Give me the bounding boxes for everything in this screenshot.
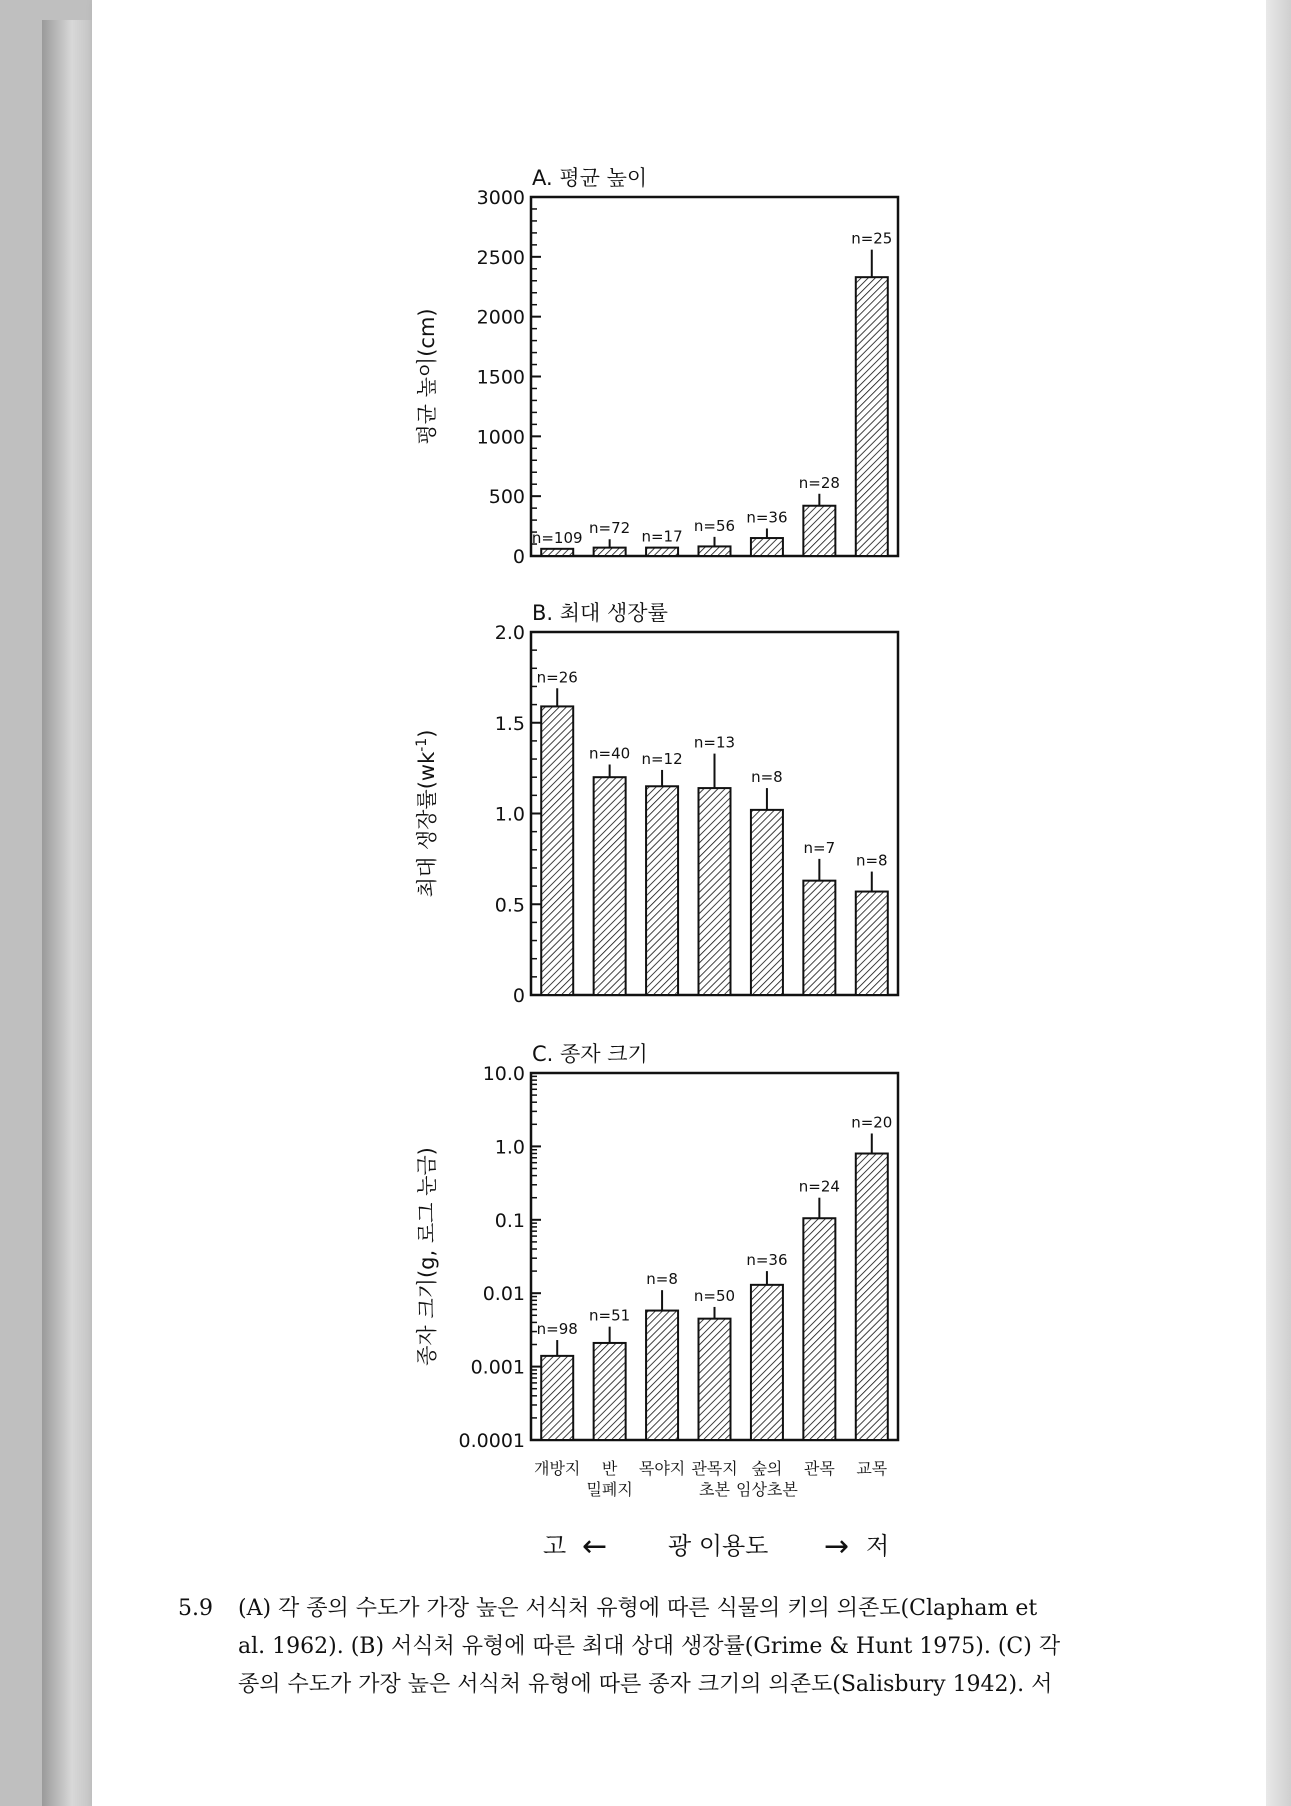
n-label: n=40 [589,744,631,763]
n-label: n=36 [746,508,788,527]
bar [856,277,888,556]
caption-line: (A) 각 종의 수도가 가장 높은 서식처 유형에 따른 식물의 키의 의존도(Clapham et [238,1596,1038,1621]
chart-title: A. 평균 높이 [532,166,648,190]
n-label: n=50 [693,1286,736,1305]
n-label: n=56 [693,516,736,535]
light-use-axis [543,1529,889,1564]
y-tick-label: 0.5 [494,894,525,917]
bar [751,810,783,995]
y-tick-label: 0.01 [482,1283,525,1306]
bar [751,1285,783,1440]
y-tick-label: 500 [488,486,525,509]
chart-panel-b [414,601,898,1007]
x-category-label: 관목지 [691,1459,738,1478]
n-label: n=8 [751,768,783,787]
n-label: n=13 [693,733,736,752]
y-tick-label: 0.001 [470,1356,525,1379]
y-tick-label: 2500 [476,246,525,269]
bar [646,548,678,556]
y-tick-label: 2.0 [494,622,525,644]
x-category-label: 목야지 [638,1459,686,1478]
n-label: n=109 [531,528,583,547]
bar [699,788,731,995]
y-tick-label: 0 [512,546,525,568]
y-tick-label: 1500 [476,366,525,389]
n-label: n=7 [803,838,836,857]
bar [646,1311,678,1440]
y-axis-label: 평균 높이(cm) [415,308,439,445]
bar [541,549,573,556]
bar [541,706,573,995]
y-tick-label: 0 [512,985,525,1007]
n-label: n=20 [851,1113,893,1132]
n-label: n=26 [536,668,578,687]
n-label: n=72 [589,519,631,538]
x-category-label: 개방지 [534,1459,581,1478]
n-label: n=8 [646,1270,678,1289]
bar [699,1319,731,1440]
bar [646,786,678,995]
y-tick-label: 1.5 [494,712,525,735]
n-label: n=36 [746,1251,788,1270]
bar [803,506,835,556]
n-label: n=24 [798,1177,840,1196]
light-low-label: 저 [866,1532,890,1560]
chart-title: C. 종자 크기 [532,1042,648,1066]
y-tick-label: 1.0 [494,803,525,826]
y-tick-label: 0.0001 [458,1430,525,1452]
habitat-category-labels [534,1459,888,1499]
right-arrow: → [824,1529,850,1564]
bar [856,892,888,995]
caption-body [238,1590,1188,1704]
bar [699,546,731,556]
x-category-label: 초본 [699,1480,730,1499]
y-tick-label: 1.0 [494,1136,525,1159]
figure-number: 5.9 [178,1596,213,1621]
chart-panel-a [415,166,898,568]
x-category-label: 임상초본 [736,1480,798,1499]
caption-line: 종의 수도가 가장 높은 서식처 유형에 따른 종자 크기의 의존도(Salisbury 1942). 서 [238,1672,1053,1697]
bar [594,1343,626,1440]
n-label: n=12 [641,749,683,768]
y-tick-label: 10.0 [482,1063,525,1085]
y-axis-label: 최대 생장률$(wk^{-1})$ [414,729,439,898]
x-category-label: 숲의 [751,1459,783,1478]
x-category-label: 관목 [803,1459,835,1478]
light-use-label: 광 이용도 [668,1532,769,1560]
bar [594,548,626,556]
plot-frame [531,197,898,556]
y-tick-label: 0.1 [494,1209,525,1232]
n-label: n=98 [536,1320,578,1339]
caption-line: al. 1962). (B) 서식처 유형에 따른 최대 상대 생장률(Grime & Hunt 1975). (C) 각 [238,1634,1061,1659]
y-axis-label: 종자 크기(g, 로그 눈금) [415,1147,439,1366]
bar [594,777,626,995]
chart-title: B. 최대 생장률 [532,601,668,625]
n-label: n=51 [589,1306,631,1325]
n-label: n=8 [855,851,888,870]
bar [541,1356,573,1440]
chart-panel-c [415,1042,898,1452]
x-category-label: 밀폐지 [586,1480,633,1499]
x-category-label: 교목 [856,1459,888,1478]
bar [751,538,783,556]
y-tick-label: 1000 [476,426,525,449]
light-high-label: 고 [543,1532,567,1560]
bar [803,881,835,995]
bar [856,1154,888,1440]
x-category-label: 반 [601,1459,618,1478]
y-tick-label: 3000 [476,187,525,209]
bar [803,1218,835,1440]
n-label: n=17 [641,527,683,546]
n-label: n=25 [851,229,893,248]
left-arrow: ← [582,1529,608,1564]
y-tick-label: 2000 [476,306,525,329]
n-label: n=28 [798,473,840,492]
